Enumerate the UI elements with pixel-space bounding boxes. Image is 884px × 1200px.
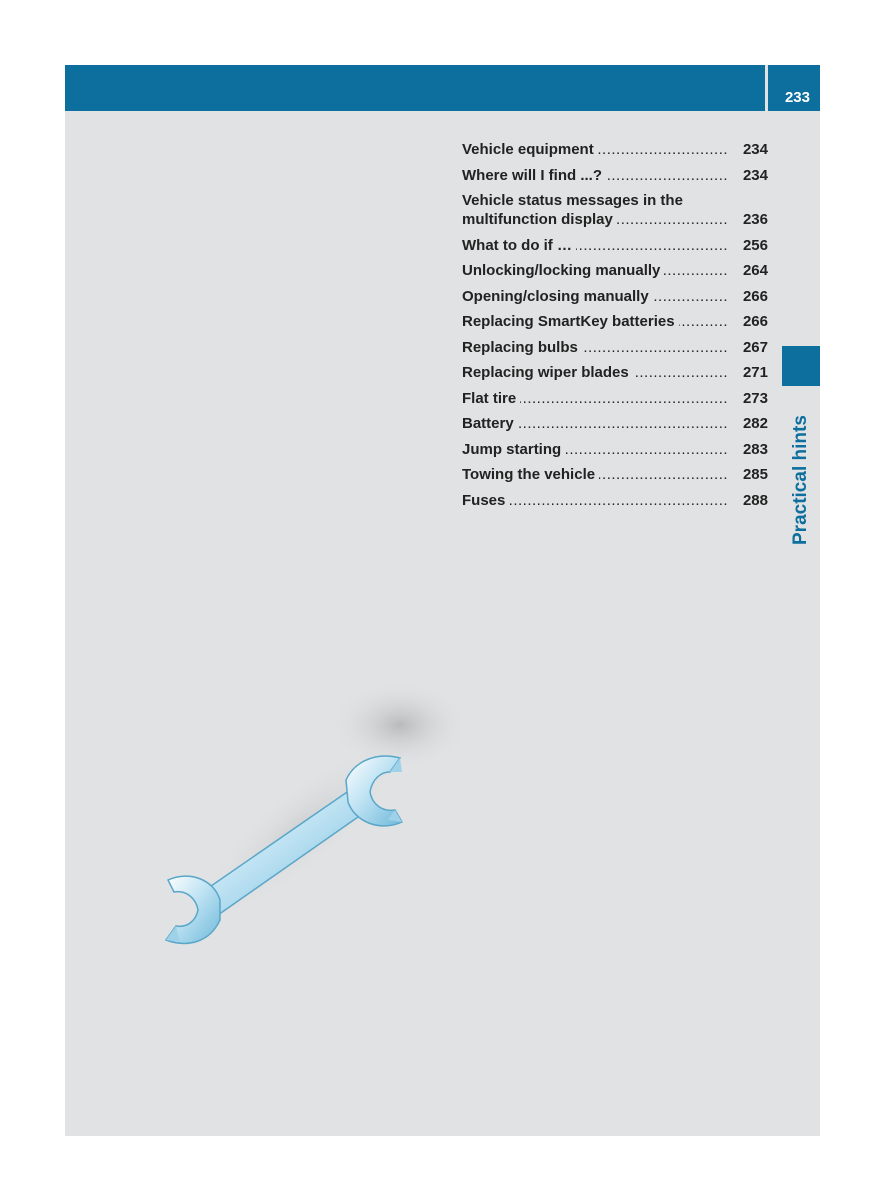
toc-entry-page: 285 — [742, 466, 768, 483]
toc-entry-title: Towing the vehicle — [462, 466, 599, 483]
toc-entry-page: 267 — [742, 338, 768, 356]
toc-entry[interactable] — [462, 363, 768, 382]
toc-entry-page: 256 — [742, 236, 768, 254]
toc-entry-title: What to do if … — [462, 237, 576, 254]
toc-entry-page: 273 — [742, 389, 768, 407]
toc-entry-title: Fuses — [462, 492, 509, 509]
toc-entry-title: Opening/closing manually — [462, 288, 653, 305]
toc-entry-page: 283 — [742, 440, 768, 458]
toc-entry-page: 234 — [742, 141, 768, 158]
toc-entry-title: Where will I find ...? — [462, 167, 606, 184]
toc-entry[interactable] — [462, 389, 768, 408]
toc-entry[interactable] — [462, 191, 768, 229]
page-number-box — [768, 65, 820, 111]
toc-entry[interactable] — [462, 287, 768, 306]
toc-entry-title: Vehicle status messages in the multifunction display — [462, 192, 683, 228]
toc-entry-title: Replacing SmartKey batteries — [462, 313, 679, 330]
toc-entry[interactable] — [462, 414, 768, 433]
toc-entry[interactable] — [462, 338, 768, 357]
toc-entry-page: 288 — [742, 491, 768, 509]
toc-entry-page: 282 — [742, 415, 768, 432]
section-tab-label — [781, 505, 884, 545]
wrench-icon — [150, 680, 490, 970]
toc-entry-title: Vehicle equipment — [462, 141, 598, 158]
header-bar — [65, 65, 765, 111]
table-of-contents — [462, 140, 768, 516]
toc-entry-page: 266 — [742, 313, 768, 330]
toc-entry[interactable] — [462, 491, 768, 510]
toc-entry[interactable] — [462, 261, 768, 280]
toc-entry-page: 234 — [742, 166, 768, 184]
toc-entry-page: 271 — [742, 364, 768, 381]
page-number: 233 — [784, 89, 810, 106]
toc-entry[interactable] — [462, 312, 768, 331]
toc-entry-title: Battery — [462, 415, 518, 432]
toc-entry-page: 264 — [742, 262, 768, 279]
toc-entry-title: Jump starting — [462, 441, 565, 458]
toc-entry-page: 236 — [742, 211, 768, 228]
toc-entry-page: 266 — [742, 287, 768, 305]
toc-entry-title: Unlocking/locking manually — [462, 262, 664, 279]
toc-entry[interactable] — [462, 440, 768, 459]
toc-entry[interactable] — [462, 465, 768, 484]
toc-entry[interactable] — [462, 140, 768, 159]
toc-entry[interactable] — [462, 236, 768, 255]
section-tab-marker — [782, 346, 820, 386]
toc-entry-title: Replacing wiper blades — [462, 364, 633, 381]
toc-entry[interactable] — [462, 166, 768, 185]
toc-entry-title: Replacing bulbs — [462, 339, 582, 356]
toc-entry-title: Flat tire — [462, 390, 520, 407]
